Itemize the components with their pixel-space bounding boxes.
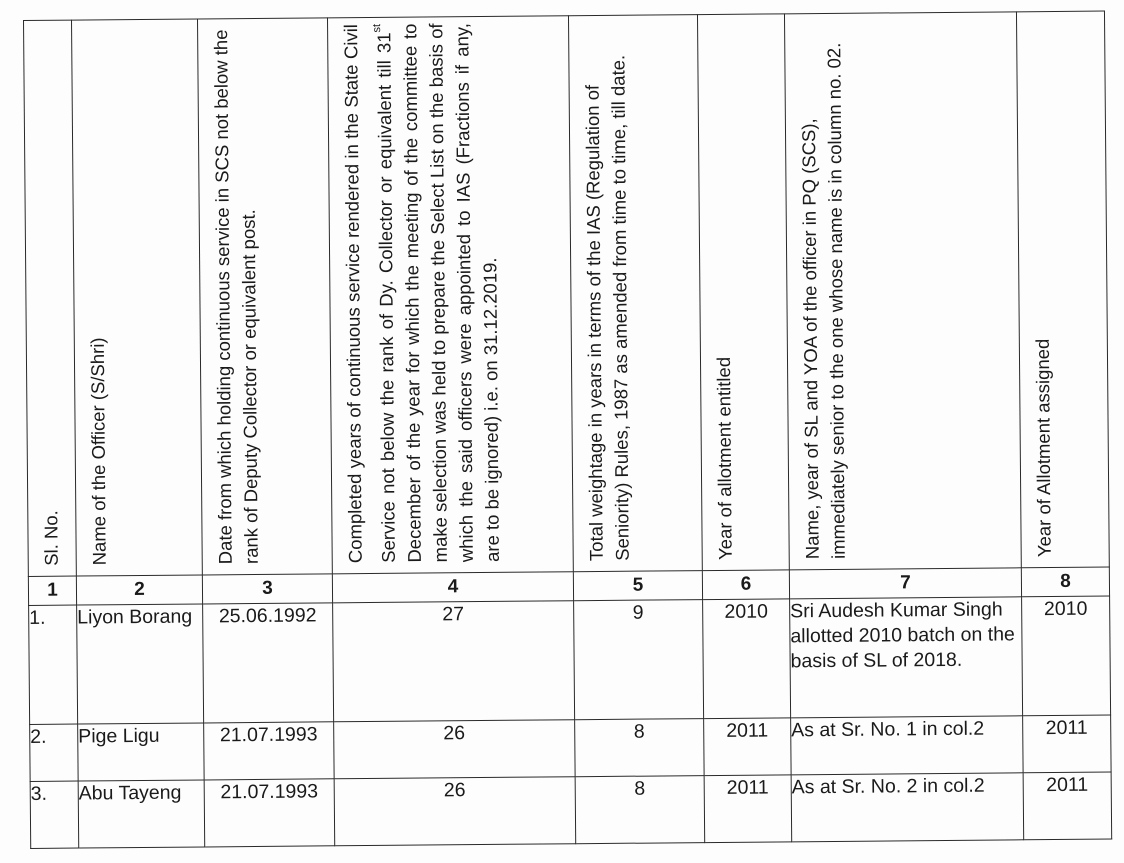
column-number: 4 <box>332 572 573 603</box>
header-yoa-assigned: Year of Allotment assigned <box>1031 338 1055 558</box>
cell-service-date: 21.07.1993 <box>204 722 334 780</box>
cell-officer-name: Pige Ligu <box>78 723 204 781</box>
header-cell-completed-years <box>327 16 573 574</box>
header-completed-years-part2: December of the year for which the meeting of the committee to make selection was held to prepare the Select List on the basis of which the said officers were appointed to IAS (Fractions if any, are to be ignored) i.e. on 31.12.2019. <box>399 23 503 563</box>
header-cell-sl-no <box>24 20 77 576</box>
column-number: 3 <box>202 574 332 604</box>
cell-total-weightage: 9 <box>574 600 704 720</box>
cell-total-weightage: 8 <box>575 776 705 844</box>
header-cell-yoa-entitled <box>697 14 789 571</box>
header-yoa-entitled: Year of allotment entitled <box>712 356 736 560</box>
table-row <box>29 596 1111 724</box>
cell-total-weightage: 8 <box>575 719 704 777</box>
cell-completed-years: 27 <box>333 601 575 722</box>
header-cell-officer-name <box>72 19 203 576</box>
table-row <box>30 772 1112 848</box>
seniority-table <box>23 11 1112 849</box>
cell-completed-years: 26 <box>334 720 575 779</box>
header-cell-senior-officer <box>784 12 1021 570</box>
header-total-weightage: Total weightage in years in terms of the IAS (Regulation of Seniority) Rules, 1987 as amended from time to time, till date. <box>581 54 633 562</box>
cell-sl-no: 3. <box>30 781 79 848</box>
cell-senior-officer: Sri Audesh Kumar Singh allotted 2010 batch on the basis of SL of 2018. <box>790 597 1023 718</box>
cell-officer-name: Liyon Borang <box>77 604 204 724</box>
column-number: 5 <box>573 571 702 601</box>
header-service-date: Date from which holding continuous service in SCS not below the rank of Deputy Collector or equivalent post. <box>210 29 262 565</box>
cell-service-date: 25.06.1992 <box>203 603 334 723</box>
header-senior-officer: Name, year of SL and YOA of the officer in PQ (SCS), immediately senior to the one whose name is in column no. 02. <box>797 42 849 560</box>
header-sl-no: Sl. No. <box>40 510 62 566</box>
cell-yoa-entitled: 2010 <box>703 599 791 719</box>
header-completed-years <box>338 22 567 563</box>
header-cell-yoa-assigned <box>1016 11 1109 568</box>
cell-senior-officer: As at Sr. No. 2 in col.2 <box>791 773 1024 842</box>
cell-yoa-assigned: 2011 <box>1023 772 1112 840</box>
cell-yoa-entitled: 2011 <box>704 718 791 776</box>
column-number: 6 <box>702 570 789 600</box>
header-completed-years-sup: st <box>371 23 384 33</box>
cell-sl-no: 1. <box>29 605 78 724</box>
cell-service-date: 21.07.1993 <box>204 779 335 847</box>
cell-yoa-assigned: 2011 <box>1023 715 1111 773</box>
column-number: 7 <box>789 568 1021 599</box>
header-cell-service-date <box>197 18 332 575</box>
cell-completed-years: 26 <box>334 777 576 846</box>
column-number: 2 <box>76 575 202 605</box>
column-number: 1 <box>28 576 76 605</box>
table-row <box>30 715 1111 781</box>
header-cell-total-weightage <box>568 15 702 572</box>
table-header-row <box>24 11 1110 576</box>
cell-senior-officer: As at Sr. No. 1 in col.2 <box>791 716 1023 775</box>
header-completed-years-part1: Completed years of continuous service rendered in the State Civil Service not below the rank of Dy. Collector or equivalent till 31 <box>340 24 399 564</box>
cell-sl-no: 2. <box>30 724 78 781</box>
column-number: 8 <box>1021 567 1109 597</box>
header-officer-name: Name of the Officer (S/Shri) <box>86 337 110 566</box>
cell-yoa-entitled: 2011 <box>704 775 792 843</box>
cell-officer-name: Abu Tayeng <box>78 780 205 848</box>
cell-yoa-assigned: 2010 <box>1022 596 1111 716</box>
